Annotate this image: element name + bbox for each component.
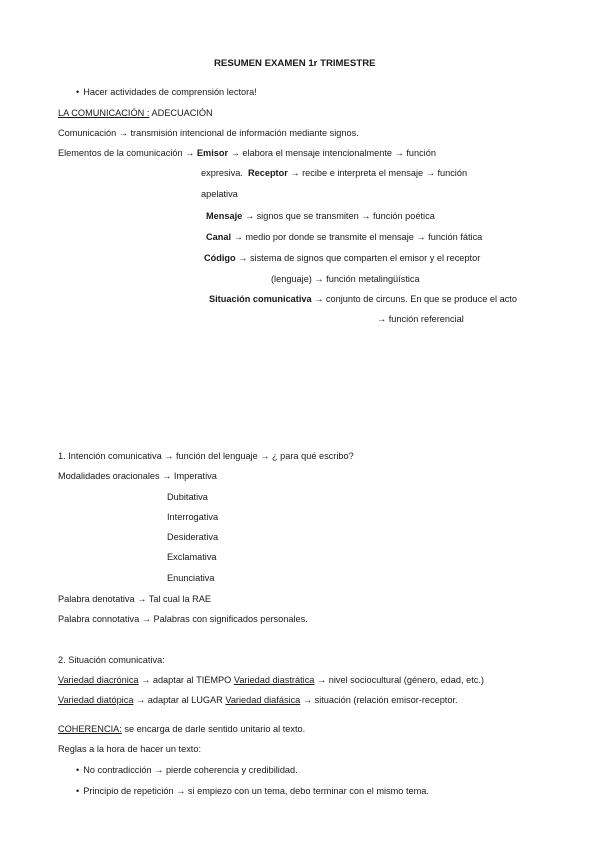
modalidades-line: Modalidades oracionales → Imperativa [58,471,217,481]
codigo-term: Código [204,253,236,263]
mensaje-definition: → signos que se transmiten → función poética [244,211,435,221]
variedad-diatopica-def: → adaptar al LUGAR [136,695,223,705]
modalidad-item: Dubitativa [167,492,208,502]
codigo-line [204,252,480,264]
comunicacion-definition: Comunicación → transmisión intencional de información mediante signos. [58,128,359,138]
reglas-heading: Reglas a la hora de hacer un texto: [58,744,202,754]
elementos-emisor-line [58,147,436,159]
section-heading-underlined: LA COMUNICACIÓN : [58,108,150,118]
coherencia-definition: se encarga de darle sentido unitario al texto. [124,724,306,734]
situacion-continuation: → función referencial [377,314,464,324]
section-heading-rest: ADECUACIÓN [151,108,213,118]
receptor-definition: → recibe e interpreta el mensaje → función [290,168,468,178]
elementos-prefix: Elementos de la comunicación → [58,148,195,158]
canal-definition: → medio por donde se transmite el mensaje → función fática [233,232,483,242]
variedad-diastratica-def: → nivel sociocultural (género, edad, etc.) [316,675,484,685]
emisor-definition: → elabora el mensaje intencionalmente → función [230,148,436,158]
receptor-continuation: apelativa [201,189,238,199]
palabra-connotativa: Palabra connotativa → Palabras con significados personales. [58,614,308,624]
variedad-diatopica: Variedad diatópica [58,695,134,705]
intencion-comunicativa: 1. Intención comunicativa → función del lenguaje → ¿ para qué escribo? [58,451,354,461]
regla-item: • No contradicción → pierde coherencia y credibilidad. [76,764,298,776]
situacion-line [209,293,517,305]
variedad-diafasica-def: → situación (relación emisor-receptor. [302,695,458,705]
emisor-term: Emisor [196,148,229,158]
modalidad-item: Enunciativa [167,573,215,583]
emisor-receptor-line [201,167,467,179]
variedad-diacronica-def: → adaptar al TIEMPO [141,675,232,685]
receptor-term: Receptor [247,168,288,178]
variedad-diastratica: Variedad diastrática [233,675,315,685]
regla-item: • Principio de repetición → si empiezo con un tema, debo terminar con el mismo tema. [76,785,429,797]
intro-bullet: • Hacer actividades de comprensión lectora! [76,86,257,98]
variedad-diacronica: Variedad diacrónica [58,675,139,685]
situacion-heading: 2. Situación comunicativa: [58,655,165,665]
variedades-line-2 [58,694,458,706]
modalidad-item: Interrogativa [167,512,219,522]
mensaje-line [206,210,435,222]
section-heading [58,107,213,119]
coherencia-heading: COHERENCIA: [58,724,122,734]
palabra-denotativa: Palabra denotativa → Tal cual la RAE [58,594,212,604]
canal-term: Canal [206,232,232,242]
coherencia-line [58,723,305,735]
modalidad-item: Desiderativa [167,532,219,542]
situacion-term: Situación comunicativa [209,294,312,304]
document-title: RESUMEN EXAMEN 1r TRIMESTRE [214,58,376,69]
codigo-definition: → sistema de signos que comparten el emisor y el receptor [238,253,481,263]
variedades-line-1 [58,674,484,686]
mensaje-term: Mensaje [206,211,243,221]
emisor-continuation: expresiva. [201,168,243,178]
canal-line [206,231,482,243]
codigo-continuation: (lenguaje) → función metalingüística [271,274,420,284]
situacion-definition: → conjunto de circuns. En que se produce el acto [314,294,517,304]
modalidad-item: Exclamativa [167,552,217,562]
variedad-diafasica: Variedad diafásica [225,695,301,705]
